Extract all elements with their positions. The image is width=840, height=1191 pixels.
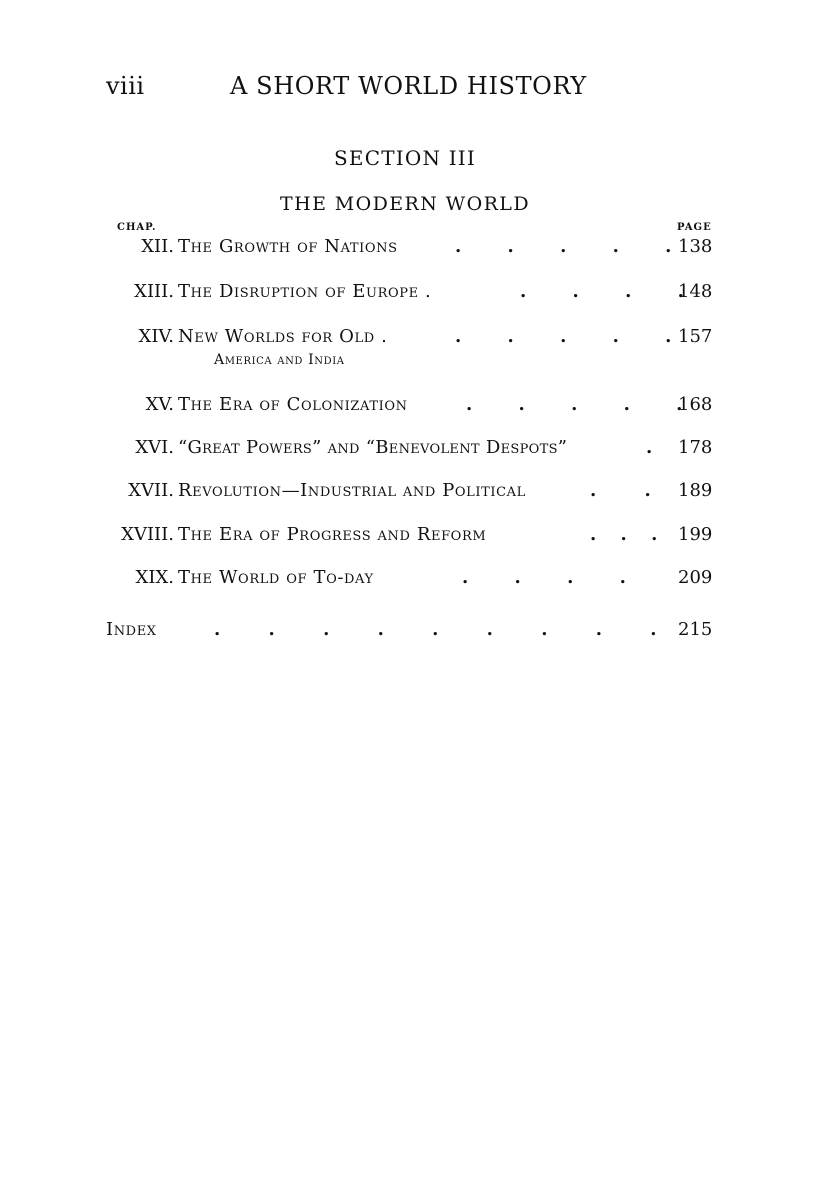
toc-entry <box>100 326 712 352</box>
page-number: 189 <box>678 480 713 501</box>
chapter-subtitle: America and India <box>214 352 345 368</box>
chapter-column-label: CHAP. <box>117 222 157 233</box>
page-column-label: PAGE <box>677 222 712 233</box>
page-number: 199 <box>678 524 713 545</box>
chapter-number: XIV. <box>138 326 174 347</box>
dot-leader: . . . <box>590 524 658 545</box>
chapter-title: The Era of Progress and Reform <box>178 524 487 545</box>
page-folio: viii <box>106 72 145 100</box>
section-heading: SECTION III <box>334 146 476 170</box>
dot-leader: . . . . . <box>455 326 672 347</box>
toc-entry <box>100 236 712 262</box>
dot-leader: . . . . . <box>466 394 683 415</box>
chapter-number: XVIII. <box>121 524 174 545</box>
toc-entry <box>100 524 712 550</box>
chapter-number: XV. <box>145 394 174 415</box>
toc-entry <box>100 281 712 307</box>
index-entry <box>106 619 712 645</box>
chapter-title: “Great Powers” and “Benevolent Despots” <box>178 437 568 458</box>
chapter-title: The Growth of Nations <box>178 236 398 257</box>
dot-leader: . <box>646 437 653 458</box>
toc-entry <box>100 394 712 420</box>
chapter-title: The World of To-day <box>178 567 374 588</box>
toc-entry <box>100 437 712 463</box>
toc-entry <box>100 480 712 506</box>
toc-entry <box>100 567 712 593</box>
chapter-title: The Disruption of Europe . <box>178 281 432 302</box>
dot-leader: . . . . <box>462 567 626 588</box>
chapter-number: XVI. <box>135 437 174 458</box>
page-number: 157 <box>678 326 713 347</box>
dot-leader: . . . . . <box>455 236 672 257</box>
chapter-number: XIX. <box>135 567 174 588</box>
chapter-number: XIII. <box>134 281 174 302</box>
page-number: 148 <box>678 281 713 302</box>
chapter-title: New Worlds for Old . <box>178 326 388 347</box>
page-number: 138 <box>678 236 713 257</box>
chapter-number: XVII. <box>128 480 174 501</box>
dot-leader: . . . . <box>520 281 684 302</box>
book-title: A SHORT WORLD HISTORY <box>230 72 587 100</box>
page-number: 178 <box>678 437 713 458</box>
dot-leader: . . <box>590 480 651 501</box>
page-number: 215 <box>678 619 713 640</box>
chapter-number: XII. <box>141 236 174 257</box>
chapter-title: Revolution—Industrial and Political <box>178 480 526 501</box>
running-head <box>106 72 706 106</box>
page-number: 209 <box>678 567 713 588</box>
chapter-title: The Era of Colonization <box>178 394 408 415</box>
section-subheading: THE MODERN WORLD <box>280 193 530 215</box>
page-number: 168 <box>678 394 713 415</box>
dot-leader: . . . . . . . . . <box>214 619 657 640</box>
index-label: Index <box>106 619 157 640</box>
